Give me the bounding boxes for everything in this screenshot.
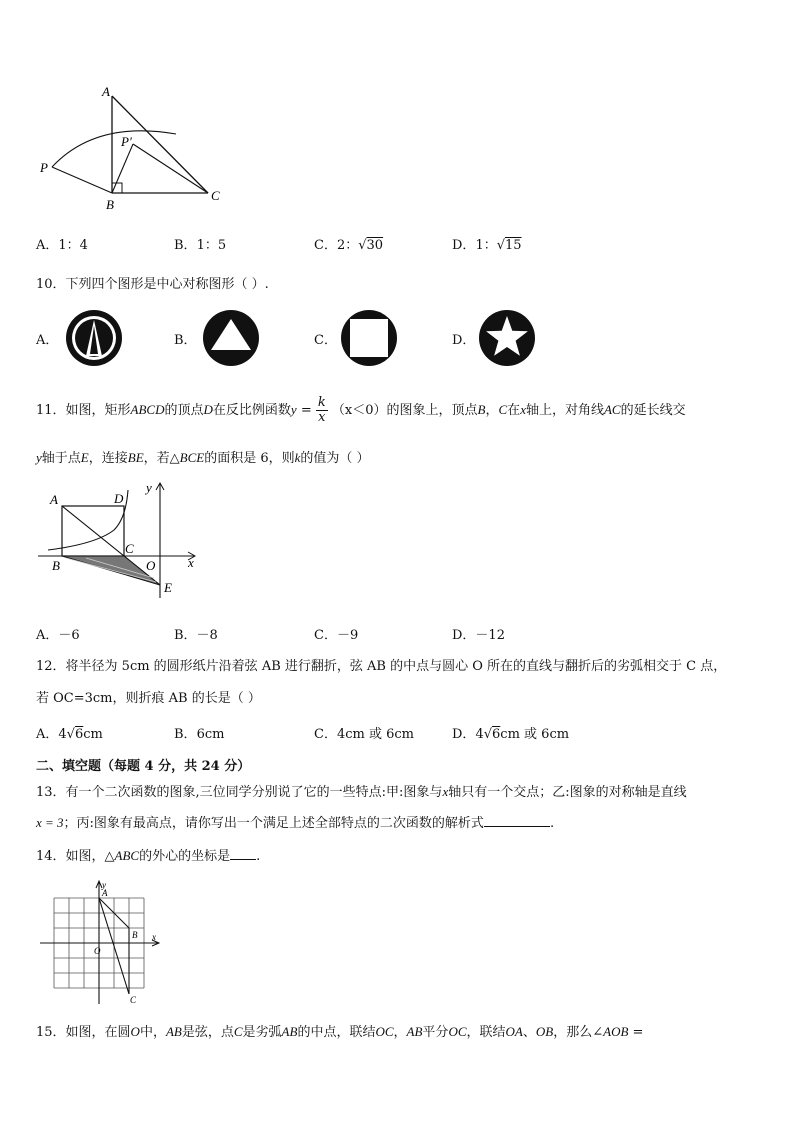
label-y: y <box>102 880 106 890</box>
q10-figure-b <box>201 308 261 368</box>
q10-figure-a <box>64 308 124 368</box>
q15-stem: 15．如图，在圆O中，AB是弦，点C是劣弧AB的中点，联结OC，AB平分OC，联结OA、OB，那么∠AOB = <box>36 1024 644 1040</box>
q9-figure <box>36 82 236 214</box>
label-p-prime: P′ <box>121 134 132 149</box>
segment-p-prime-c <box>133 144 208 193</box>
q10-option-b-label: B． <box>174 333 197 348</box>
arc-pp <box>52 131 176 167</box>
q10-stem: 10．下列四个图形是中心对称图形（ ）. <box>36 277 269 292</box>
q10-option-c-label: C． <box>314 333 337 348</box>
label-c: C <box>211 188 220 203</box>
label-a: A <box>102 84 110 99</box>
label-d: D <box>114 491 124 506</box>
q10-figure-d <box>477 308 537 368</box>
label-e: E <box>164 580 172 595</box>
q9-option-c: C．2：√30 <box>314 238 384 253</box>
q10-figure-c <box>339 308 399 368</box>
q13-answer-blank[interactable] <box>484 815 550 827</box>
label-b: B <box>106 197 114 212</box>
label-c: C <box>125 541 134 556</box>
label-p: P <box>40 160 48 175</box>
section-heading-fill-in: 二、填空题（每题 4 分，共 24 分） <box>36 759 251 774</box>
q12-line1: 12．将半径为 5cm 的圆形纸片沿着弦 AB 进行翻折，弦 AB 的中点与圆心 O 所在的直线与翻折后的劣弧相交于 C 点， <box>36 659 727 674</box>
label-x: x <box>188 555 194 570</box>
q11-option-c: C．－9 <box>314 628 359 643</box>
label-b: B <box>132 930 138 940</box>
q12-option-c: C．4cm 或 6cm <box>314 727 414 742</box>
q9-option-a: A．1：4 <box>36 238 88 253</box>
q11-option-d: D．－12 <box>452 628 505 643</box>
q13-line1: 13．有一个二次函数的图象,三位同学分别说了它的一些特点:甲:图象与x轴只有一个交点；乙:图象的对称轴是直线 <box>36 784 687 800</box>
k-over-x-fraction: $\frac{k}{x}$ <box>317 395 326 425</box>
q12-option-d: D．4√6cm 或 6cm <box>452 727 570 742</box>
q13-line2: x = 3；丙:图象有最高点，请你写出一个满足上述全部特点的二次函数的解析式 . <box>36 815 555 831</box>
q9-option-d: D．1：√15 <box>452 238 522 253</box>
label-a: A <box>102 888 108 898</box>
q11-option-b: B．－8 <box>174 628 218 643</box>
label-y: y <box>146 480 152 495</box>
right-angle-mark <box>112 183 122 193</box>
q10-option-d-label: D． <box>452 333 476 348</box>
q14-answer-blank[interactable] <box>230 848 256 860</box>
q11-line2: y轴于点E，连接BE，若△BCE的面积是 6，则k的值为（ ） <box>36 450 370 466</box>
q12-option-b: B．6cm <box>174 727 225 742</box>
segment-pb <box>52 167 112 193</box>
q11-option-a: A．－6 <box>36 628 80 643</box>
q14-grid-figure <box>38 876 168 1008</box>
label-o: O <box>94 946 101 956</box>
label-o: O <box>146 558 156 573</box>
label-c: C <box>130 995 137 1005</box>
q12-line2: 若 OC=3cm，则折痕 AB 的长是（ ） <box>36 691 261 706</box>
q10-option-a-label: A． <box>36 333 59 348</box>
square-shape <box>350 319 388 357</box>
label-x: x <box>152 932 156 942</box>
q12-option-a: A．4√6cm <box>36 727 103 742</box>
label-a: A <box>50 492 58 507</box>
label-b: B <box>52 558 60 573</box>
q11-figure <box>36 478 206 610</box>
q11-line1: 11．如图，矩形ABCD的顶点D在反比例函数y = $\frac{k}{x}$ （x＜0）的图象上，顶点B，C在x轴上，对角线AC的延长线交 <box>36 395 686 425</box>
q9-option-b: B．1：5 <box>174 238 227 253</box>
q14-stem: 14．如图，△ABC的外心的坐标是 . <box>36 848 261 864</box>
